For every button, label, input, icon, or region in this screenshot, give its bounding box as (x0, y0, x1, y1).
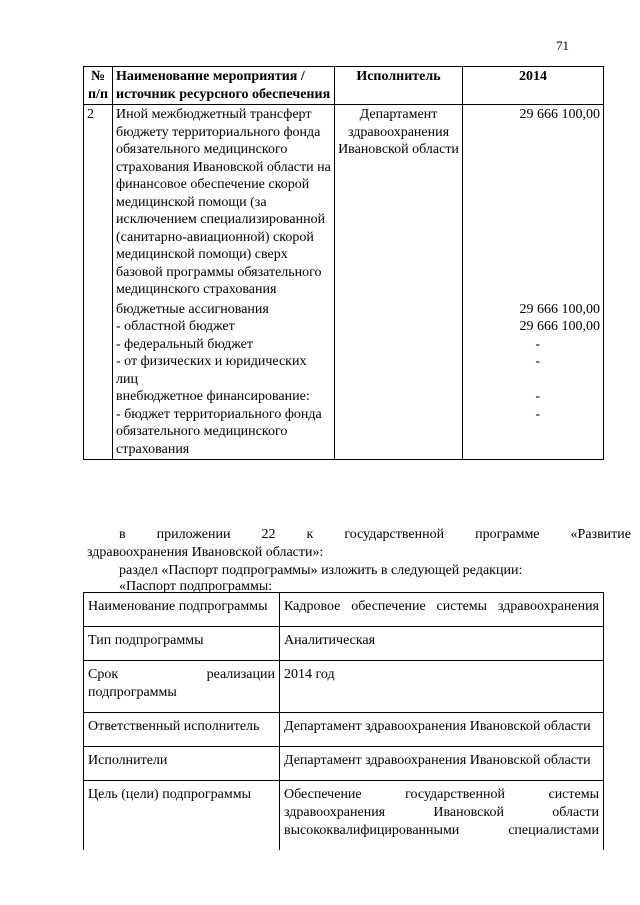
financing-label: - федеральный бюджет (116, 336, 254, 352)
table-row (84, 593, 604, 627)
paragraph-amendment-line1: в приложении 22 к государственной программе «Развитие (119, 527, 631, 542)
financing-value: - (535, 406, 540, 422)
financing-values (463, 300, 604, 460)
passport-value: Кадровое обеспечение системы здравоохранения (280, 593, 604, 627)
financing-value: 29 666 100,00 (519, 301, 600, 317)
row-executor: Департамент здравоохранения Ивановской области (335, 105, 463, 300)
financing-label: - от физических и юридических лиц (116, 354, 307, 387)
passport-label: Наименование подпрограммы (84, 593, 280, 627)
financing-value: 29 666 100,00 (519, 319, 600, 334)
row-name: Иной межбюджетный трансферт бюджету территориального фонда обязательного медицинского страхования Ивановской области на финансовое обеспечение скорой медицинской помощи (за исключением специализированной (санитарно-авиационной) скорой медицинской помощи) сверх базовой программы обязательного медицинского страхования (113, 105, 335, 300)
financing-label: - бюджет территориального фонда обязательного медицинского страхования (116, 406, 322, 457)
passport-value: Аналитическая (280, 627, 604, 661)
passport-value: Департамент здравоохранения Ивановской области (280, 747, 604, 781)
passport-label: Срок реализации подпрограммы (84, 661, 280, 713)
header-num: № п/п (84, 67, 113, 105)
financing-label: - областной бюджет (116, 319, 235, 334)
financing-label: бюджетные ассигнования (116, 301, 269, 317)
table-row-financing (84, 300, 604, 460)
financing-labels (113, 300, 335, 460)
passport-table (83, 592, 604, 850)
activities-table (83, 66, 604, 460)
row-value: 29 666 100,00 (463, 105, 604, 300)
paragraph-passport-title: «Паспорт подпрограммы: (119, 579, 273, 594)
row-num: 2 (84, 105, 113, 300)
table-row (84, 747, 604, 781)
header-executor: Исполнитель (335, 67, 463, 105)
financing-value: - (535, 389, 540, 404)
table-row (84, 627, 604, 661)
table-header-row (84, 67, 604, 105)
financing-value: - (535, 336, 540, 352)
table-row (84, 661, 604, 713)
passport-label: Тип подпрограммы (84, 627, 280, 661)
passport-label: Цель (цели) подпрограммы (84, 781, 280, 851)
financing-value: - (535, 354, 540, 369)
financing-executor-cell (335, 300, 463, 460)
financing-num-cell (84, 300, 113, 460)
passport-label: Исполнители (84, 747, 280, 781)
paragraph-amendment-line2: здравоохранения Ивановской области»: (87, 545, 324, 560)
financing-label: внебюджетное финансирование: (116, 389, 310, 404)
passport-value: Департамент здравоохранения Ивановской области (280, 713, 604, 747)
passport-value: Обеспечение государственной системы здравоохранения Ивановской области высококвалифицированными специалистами (280, 781, 604, 851)
table-row (84, 713, 604, 747)
passport-label: Ответственный исполнитель (84, 713, 280, 747)
header-name: Наименование мероприятия / источник ресурсного обеспечения (113, 67, 335, 105)
passport-value: 2014 год (280, 661, 604, 713)
header-year: 2014 (463, 67, 604, 105)
paragraph-section: раздел «Паспорт подпрограммы» изложить в следующей редакции: (119, 563, 523, 578)
page-number: 71 (556, 38, 569, 53)
table-row (84, 781, 604, 851)
table-row (84, 105, 604, 300)
